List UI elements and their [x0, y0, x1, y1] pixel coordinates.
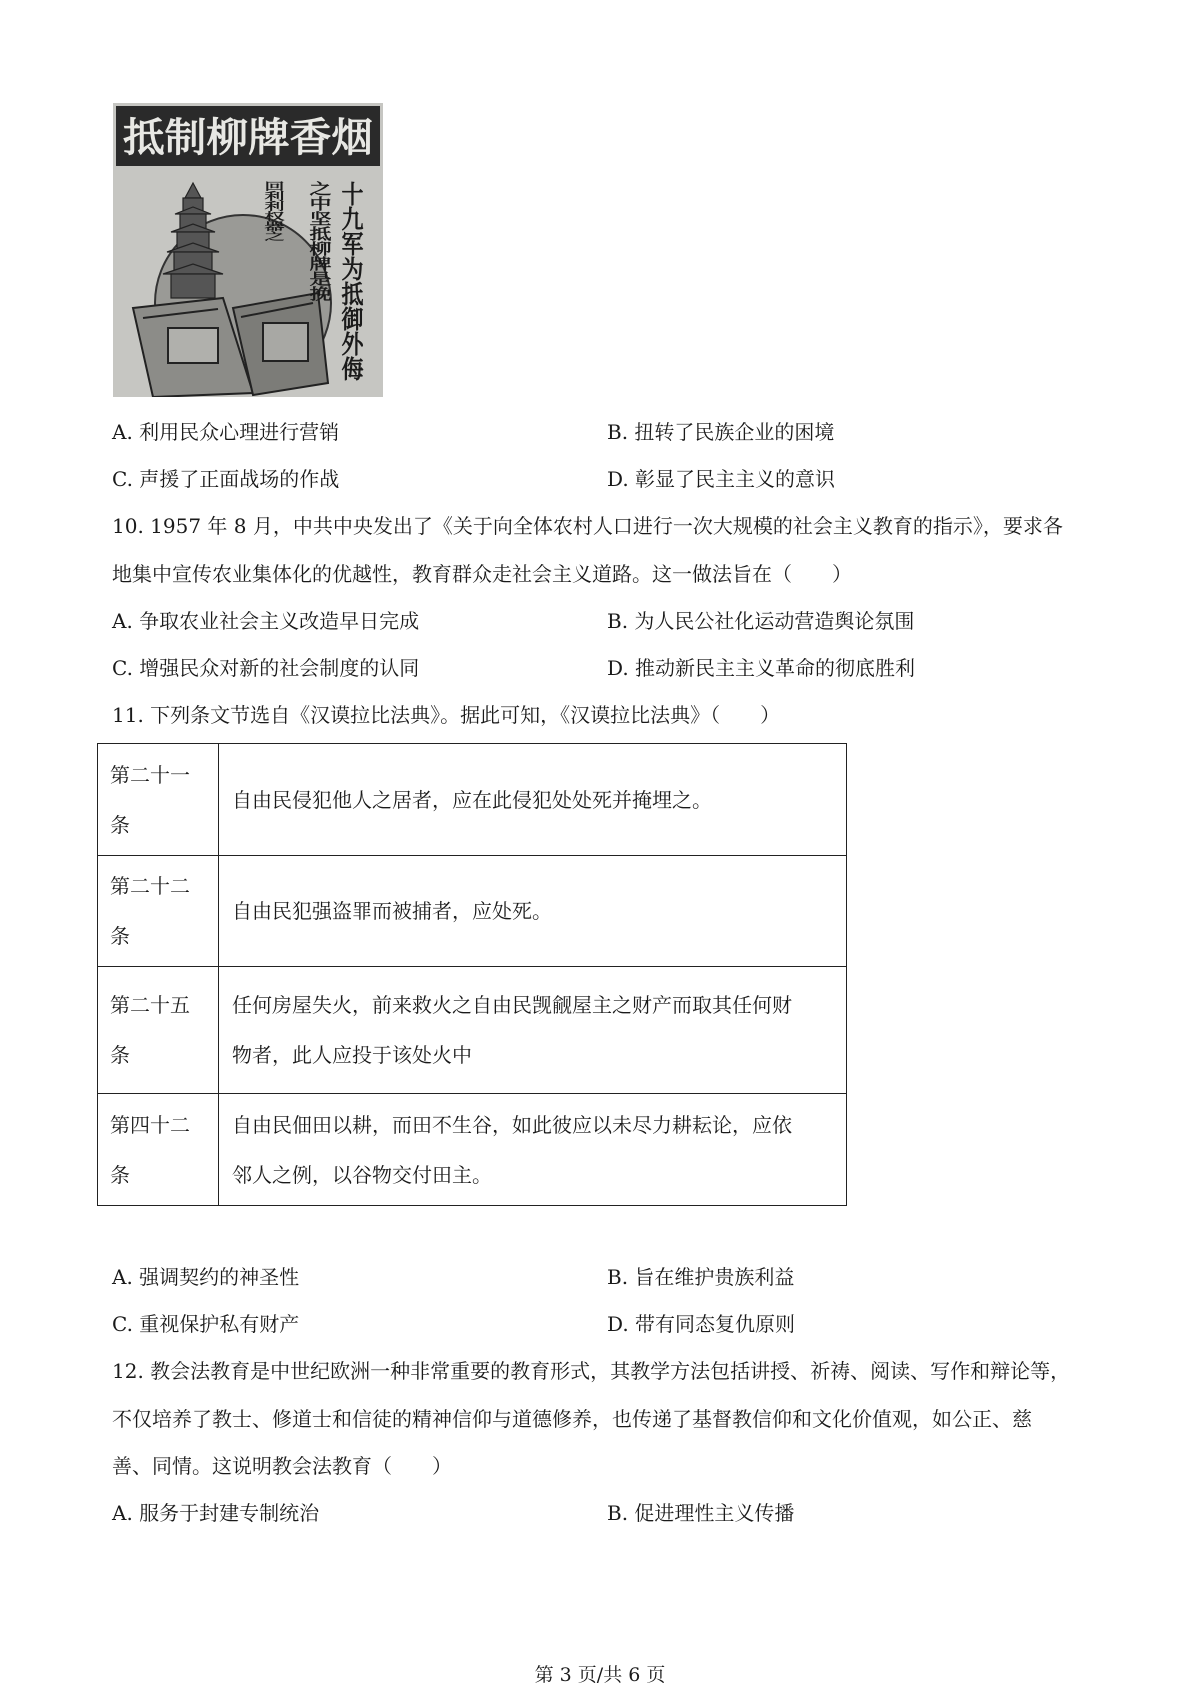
- law-articles-table: [97, 743, 847, 1206]
- article-text-cell: [219, 1094, 847, 1206]
- article-text-line1: 自由民侵犯他人之居者，应在此侵犯处处死并掩埋之。: [232, 787, 712, 812]
- q12-option-a: A. 服务于封建专制统治: [112, 1501, 320, 1525]
- article-text-cell: [219, 744, 847, 856]
- table-row: [98, 1094, 847, 1206]
- article-number-line2: 条: [110, 1162, 130, 1187]
- q9-option-c: C. 声援了正面战场的作战: [112, 467, 340, 491]
- article-number-cell: [98, 967, 219, 1094]
- q12-option-b: B. 促进理性主义传播: [607, 1501, 795, 1525]
- q11-option-d: D. 带有同态复仇原则: [607, 1312, 796, 1336]
- article-text-line1: 自由民佃田以耕，而田不生谷，如此彼应以未尽力耕耘论，应依: [232, 1112, 792, 1137]
- q11-option-b: B. 旨在维护贵族利益: [607, 1265, 795, 1289]
- table-row: [98, 967, 847, 1094]
- q12-stem-line2: 不仅培养了教士、修道士和信徒的精神信仰与道德修养，也传递了基督教信仰和文化价值观，如公正、慈: [112, 1407, 1032, 1431]
- q9-option-d: D. 彰显了民主主义的意识: [607, 467, 836, 491]
- article-text-line2: 邻人之例，以谷物交付田主。: [232, 1162, 492, 1187]
- q12-stem-line3: 善、同情。这说明教会法教育（ ）: [112, 1454, 452, 1478]
- q10-option-b: B. 为人民公社化运动营造舆论氛围: [607, 609, 915, 633]
- poster-illustration: [113, 103, 383, 397]
- table-row: [98, 744, 847, 856]
- q10-stem-line1: 10. 1957 年 8 月，中共中央发出了《关于向全体农村人口进行一次大规模的社会主义教育的指示》，要求各: [112, 514, 1063, 538]
- q10-option-a: A. 争取农业社会主义改造早日完成: [112, 609, 420, 633]
- q9-option-a: A. 利用民众心理进行营销: [112, 420, 340, 444]
- article-number-line2: 条: [110, 924, 130, 948]
- table-row: [98, 856, 847, 967]
- article-number-line1: 第二十一: [110, 762, 190, 787]
- page-number-footer: 第 3 页/共 6 页: [534, 1664, 666, 1686]
- article-number-line1: 第二十五: [110, 993, 190, 1017]
- article-text-cell: [219, 856, 847, 967]
- article-number-line1: 第四十二: [110, 1112, 190, 1137]
- poster-right-column: 十九军为抵御外侮: [338, 181, 364, 357]
- poster-left-column: [261, 181, 285, 241]
- article-number-cell: [98, 1094, 219, 1206]
- article-number-cell: [98, 744, 219, 856]
- q10-stem-line2: 地集中宣传农业集体化的优越性，教育群众走社会主义道路。这一做法旨在（ ）: [112, 562, 852, 586]
- q11-stem: 11. 下列条文节选自《汉谟拉比法典》。据此可知，《汉谟拉比法典》（ ）: [112, 703, 781, 727]
- q11-option-a: A. 强调契约的神圣性: [112, 1265, 300, 1289]
- article-text-line1: 自由民犯强盗罪而被捕者，应处死。: [232, 899, 552, 923]
- boycott-poster-image: [113, 103, 383, 397]
- q10-option-d: D. 推动新民主主义革命的彻底胜利: [607, 656, 916, 680]
- article-number-cell: [98, 856, 219, 967]
- poster-middle-column: 之中坚抵柳牌是挽: [306, 181, 332, 357]
- article-number-line1: 第二十二: [110, 874, 190, 898]
- article-number-line2: 条: [110, 1043, 130, 1067]
- q10-option-c: C. 增强民众对新的社会制度的认同: [112, 656, 420, 680]
- poster-heading: 抵制柳牌香烟: [123, 114, 373, 161]
- article-text-line1: 任何房屋失火，前来救火之自由民觊觎屋主之财产而取其任何财: [232, 993, 792, 1017]
- q9-option-b: B. 扭转了民族企业的困境: [607, 420, 835, 444]
- article-number-line2: 条: [110, 812, 130, 837]
- article-text-cell: [219, 967, 847, 1094]
- q11-option-c: C. 重视保护私有财产: [112, 1312, 300, 1336]
- article-text-line2: 物者，此人应投于该处火中: [232, 1043, 472, 1067]
- q12-stem-line1: 12. 教会法教育是中世纪欧洲一种非常重要的教育形式，其教学方法包括讲授、祈祷、阅读、写作和辩论等，: [112, 1359, 1071, 1383]
